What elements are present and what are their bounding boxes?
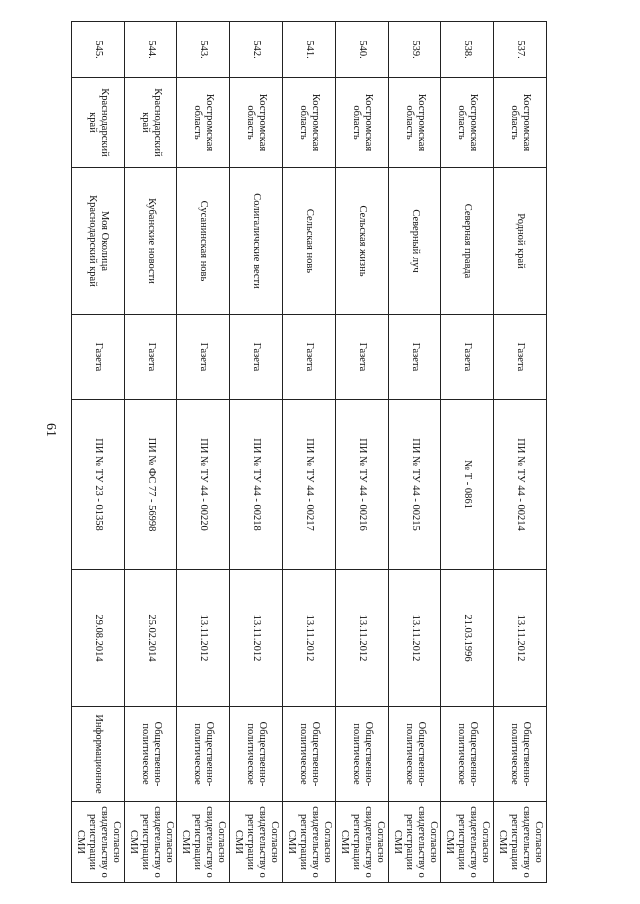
- region-cell: [388, 78, 441, 168]
- focus-cell: [283, 707, 336, 802]
- note-cell: [283, 802, 336, 883]
- focus-line: Общественно-: [362, 721, 374, 787]
- note-line: свидетельству о: [151, 806, 163, 878]
- region-line: Костромская: [204, 93, 216, 152]
- media-type-cell: Газета: [230, 315, 283, 400]
- media-type-cell: Газета: [441, 315, 494, 400]
- note-line: свидетельству о: [362, 806, 374, 878]
- region-line: Краснодарский: [151, 88, 163, 157]
- region-line: область: [456, 105, 468, 140]
- note-line: Согласно: [269, 821, 281, 863]
- region-cell: [283, 78, 336, 168]
- media-name-cell: [124, 168, 177, 315]
- focus-line: Информационное: [92, 714, 104, 794]
- note-line: Согласно: [480, 821, 492, 863]
- focus-cell: [177, 707, 230, 802]
- table-row: [388, 22, 441, 883]
- row-number-cell: 539.: [388, 22, 441, 78]
- row-number-cell: 542.: [230, 22, 283, 78]
- note-line: свидетельству о: [415, 806, 427, 878]
- note-line: регистрации СМИ: [285, 814, 309, 870]
- focus-cell: [494, 707, 547, 802]
- note-line: регистрации СМИ: [391, 814, 415, 870]
- row-number-cell: 541.: [283, 22, 336, 78]
- focus-line: Общественно-: [151, 721, 163, 787]
- note-line: регистрации СМИ: [338, 814, 362, 870]
- focus-line: политическое: [403, 723, 415, 785]
- table-row: [283, 22, 336, 883]
- note-line: регистрации СМИ: [74, 814, 98, 870]
- license-cell: ПИ № ТУ 44 - 00214: [494, 400, 547, 570]
- note-cell: [335, 802, 388, 883]
- note-line: Согласно: [533, 821, 545, 863]
- region-line: Краснодарский: [98, 88, 110, 157]
- note-line: свидетельству о: [309, 806, 321, 878]
- region-line: область: [509, 105, 521, 140]
- registration-date-cell: 13.11.2012: [388, 570, 441, 707]
- media-name-cell: [230, 168, 283, 315]
- table-row: [494, 22, 547, 883]
- region-line: область: [350, 105, 362, 140]
- media-type-cell: Газета: [283, 315, 336, 400]
- note-line: регистрации СМИ: [180, 814, 204, 870]
- note-cell: [441, 802, 494, 883]
- note-line: регистрации СМИ: [444, 814, 468, 870]
- region-line: Костромская: [415, 93, 427, 152]
- table-row: [441, 22, 494, 883]
- note-cell: [177, 802, 230, 883]
- focus-line: Общественно-: [204, 721, 216, 787]
- license-cell: ПИ № ТУ 44 - 00220: [177, 400, 230, 570]
- region-line: область: [245, 105, 257, 140]
- row-number-cell: 537.: [494, 22, 547, 78]
- note-line: регистрации СМИ: [233, 814, 257, 870]
- registration-date-cell: 13.11.2012: [335, 570, 388, 707]
- media-name-line: Моя Околица: [98, 211, 110, 271]
- table-body: [71, 22, 546, 883]
- media-name-line: Краснодарский край: [86, 195, 98, 287]
- focus-cell: [441, 707, 494, 802]
- note-line: Согласно: [110, 821, 122, 863]
- focus-cell: [388, 707, 441, 802]
- region-cell: [335, 78, 388, 168]
- focus-cell: [230, 707, 283, 802]
- region-cell: [494, 78, 547, 168]
- media-name-line: Кубанские новости: [145, 198, 157, 284]
- row-number-cell: 538.: [441, 22, 494, 78]
- focus-line: Общественно-: [415, 721, 427, 787]
- media-type-cell: Газета: [71, 315, 124, 400]
- focus-line: политическое: [456, 723, 468, 785]
- license-cell: ПИ № ТУ 23 - 01358: [71, 400, 124, 570]
- note-line: свидетельству о: [204, 806, 216, 878]
- note-line: регистрации СМИ: [497, 814, 521, 870]
- focus-line: политическое: [297, 723, 309, 785]
- focus-cell: [124, 707, 177, 802]
- registry-table-rotated: [71, 21, 547, 882]
- license-cell: ПИ № ФС 77 - 56998: [124, 400, 177, 570]
- region-line: Костромская: [362, 93, 374, 152]
- table-row: [230, 22, 283, 883]
- region-line: Костромская: [468, 93, 480, 152]
- media-type-cell: Газета: [388, 315, 441, 400]
- media-name-cell: [283, 168, 336, 315]
- note-line: регистрации СМИ: [127, 814, 151, 870]
- registration-date-cell: 25.02.2014: [124, 570, 177, 707]
- registration-date-cell: 13.11.2012: [494, 570, 547, 707]
- media-name-cell: [335, 168, 388, 315]
- registration-date-cell: 13.11.2012: [283, 570, 336, 707]
- registry-table-wrapper: [71, 21, 547, 882]
- region-line: область: [403, 105, 415, 140]
- media-name-cell: [177, 168, 230, 315]
- registration-date-cell: 13.11.2012: [230, 570, 283, 707]
- media-name-line: Сусанинская новь: [198, 200, 210, 282]
- focus-cell: [71, 707, 124, 802]
- table-row: [71, 22, 124, 883]
- media-type-cell: Газета: [124, 315, 177, 400]
- note-line: свидетельству о: [521, 806, 533, 878]
- media-name-line: Северный луч: [409, 209, 421, 273]
- region-line: край: [86, 112, 98, 133]
- focus-line: Общественно-: [521, 721, 533, 787]
- registration-date-cell: 13.11.2012: [177, 570, 230, 707]
- registration-date-cell: 29.08.2014: [71, 570, 124, 707]
- note-line: Согласно: [321, 821, 333, 863]
- media-name-cell: [388, 168, 441, 315]
- license-cell: ПИ № ТУ 44 - 00216: [335, 400, 388, 570]
- media-name-cell: [494, 168, 547, 315]
- table-row: [124, 22, 177, 883]
- focus-line: политическое: [245, 723, 257, 785]
- row-number-cell: 544.: [124, 22, 177, 78]
- media-name-line: Северная правда: [462, 203, 474, 279]
- focus-line: политическое: [509, 723, 521, 785]
- note-cell: [494, 802, 547, 883]
- focus-line: Общественно-: [309, 721, 321, 787]
- region-line: область: [192, 105, 204, 140]
- media-type-cell: Газета: [494, 315, 547, 400]
- license-cell: ПИ № ТУ 44 - 00215: [388, 400, 441, 570]
- row-number-cell: 545.: [71, 22, 124, 78]
- focus-line: Общественно-: [468, 721, 480, 787]
- region-line: Костромская: [521, 93, 533, 152]
- media-name-line: Солигаличские вести: [251, 193, 263, 289]
- table-row: [335, 22, 388, 883]
- note-cell: [388, 802, 441, 883]
- note-line: Согласно: [216, 821, 228, 863]
- note-cell: [124, 802, 177, 883]
- note-cell: [230, 802, 283, 883]
- note-line: Согласно: [427, 821, 439, 863]
- row-number-cell: 543.: [177, 22, 230, 78]
- region-cell: [71, 78, 124, 168]
- region-line: край: [139, 112, 151, 133]
- focus-line: Общественно-: [257, 721, 269, 787]
- media-type-cell: Газета: [177, 315, 230, 400]
- media-name-line: Родной край: [515, 213, 527, 269]
- note-line: Согласно: [163, 821, 175, 863]
- note-line: Согласно: [374, 821, 386, 863]
- media-type-cell: Газета: [335, 315, 388, 400]
- region-line: область: [297, 105, 309, 140]
- focus-line: политическое: [350, 723, 362, 785]
- media-name-line: Сельская новь: [303, 208, 315, 274]
- media-registry-table: [71, 21, 547, 883]
- focus-cell: [335, 707, 388, 802]
- license-cell: ПИ № ТУ 44 - 00218: [230, 400, 283, 570]
- region-cell: [177, 78, 230, 168]
- note-line: свидетельству о: [468, 806, 480, 878]
- registration-date-cell: 21.03.1996: [441, 570, 494, 707]
- license-cell: № Т - 0861: [441, 400, 494, 570]
- region-line: Костромская: [257, 93, 269, 152]
- region-line: Костромская: [309, 93, 321, 152]
- focus-line: политическое: [139, 723, 151, 785]
- region-cell: [441, 78, 494, 168]
- note-line: свидетельству о: [257, 806, 269, 878]
- media-name-line: Сельская жизнь: [356, 205, 368, 277]
- license-cell: ПИ № ТУ 44 - 00217: [283, 400, 336, 570]
- page-number: 61: [43, 423, 58, 437]
- media-name-cell: [71, 168, 124, 315]
- row-number-cell: 540.: [335, 22, 388, 78]
- table-row: [177, 22, 230, 883]
- region-cell: [230, 78, 283, 168]
- region-cell: [124, 78, 177, 168]
- note-cell: [71, 802, 124, 883]
- media-name-cell: [441, 168, 494, 315]
- focus-line: политическое: [192, 723, 204, 785]
- note-line: свидетельству о: [98, 806, 110, 878]
